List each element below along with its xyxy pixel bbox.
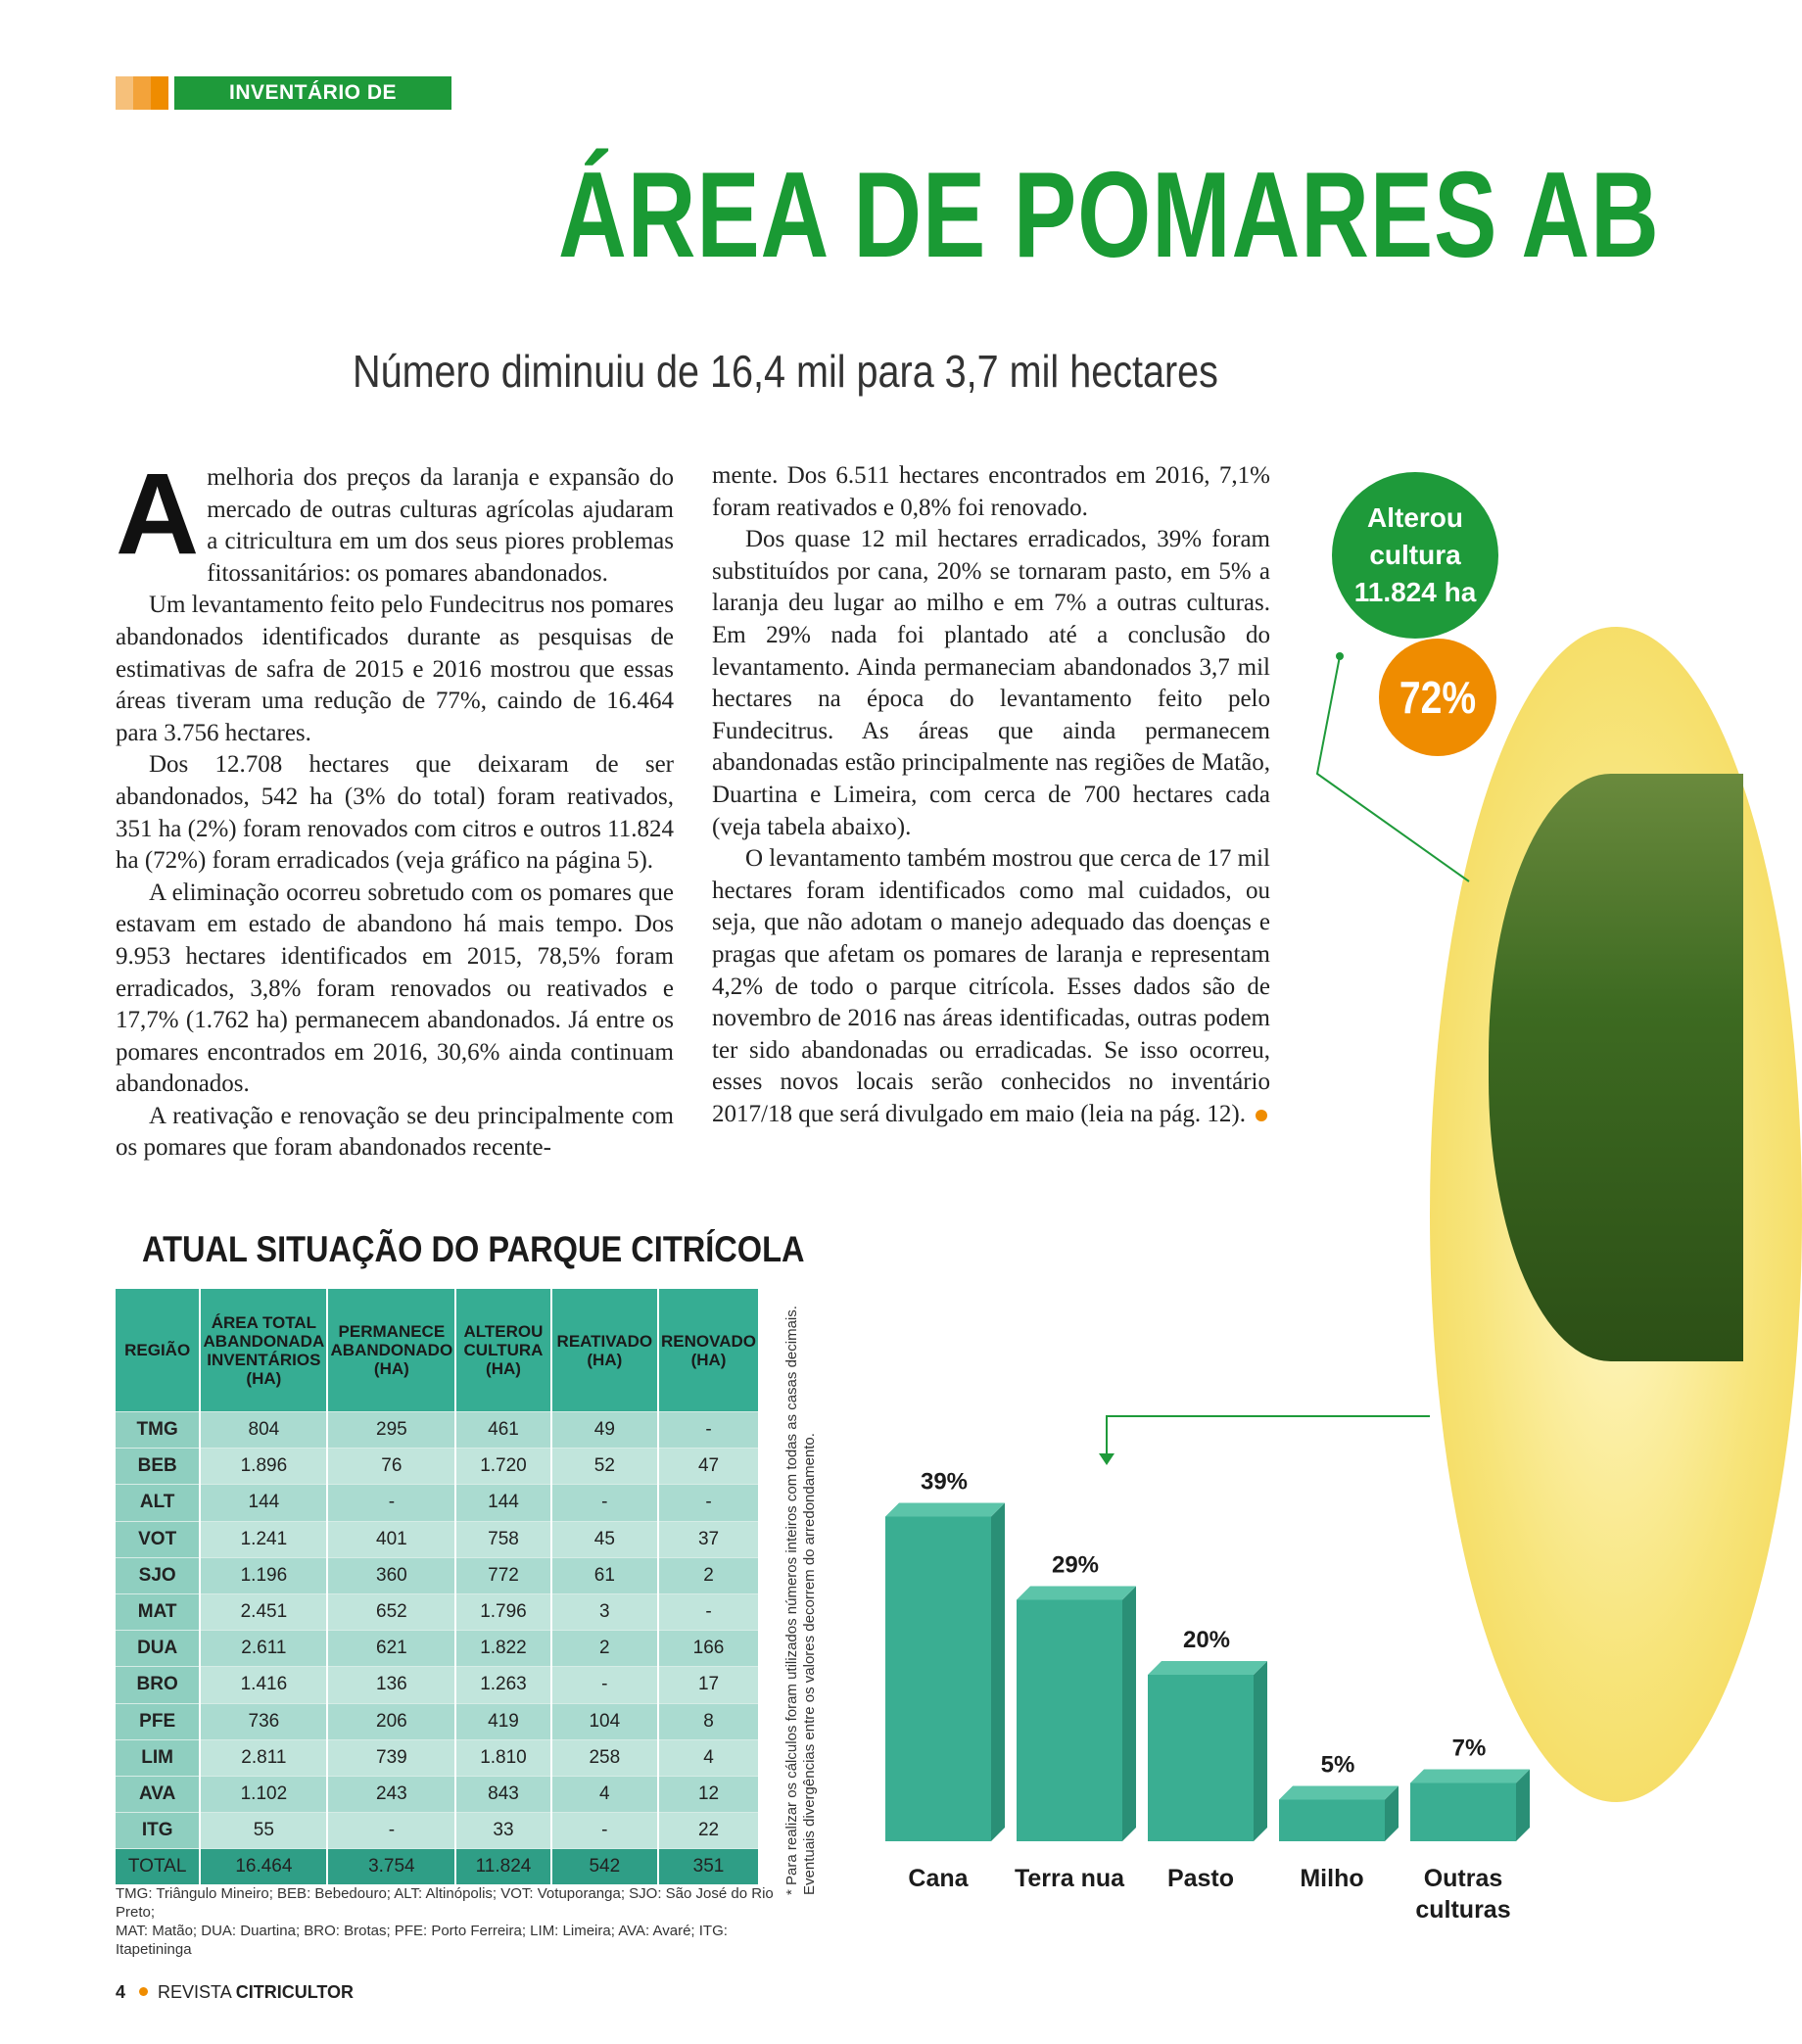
region-cell: LIM xyxy=(116,1739,200,1776)
bar-top xyxy=(1279,1786,1399,1800)
value-cell: 2.811 xyxy=(200,1739,327,1776)
bar-top xyxy=(1148,1661,1267,1675)
value-cell: 621 xyxy=(327,1631,455,1667)
region-cell: DUA xyxy=(116,1631,200,1667)
bar-value-label: 7% xyxy=(1451,1735,1487,1762)
value-cell: - xyxy=(551,1813,658,1849)
altered-culture-bubble xyxy=(1332,472,1498,639)
value-cell: 1.416 xyxy=(200,1667,327,1703)
value-cell: 295 xyxy=(327,1412,455,1449)
value-cell: 2 xyxy=(551,1631,658,1667)
value-cell: - xyxy=(658,1412,758,1449)
region-cell: BRO xyxy=(116,1667,200,1703)
value-cell: 22 xyxy=(658,1813,758,1849)
section-tag: INVENTÁRIO DE ÁRVORES xyxy=(174,76,451,110)
value-cell: 2.451 xyxy=(200,1593,327,1630)
value-cell: 1.263 xyxy=(455,1667,550,1703)
value-cell: 804 xyxy=(200,1412,327,1449)
paragraph: Dos quase 12 mil hectares erradicados, 39% foram substituídos por cana, 20% se tornaram pasto, em 5% a laranja deu lugar ao milho e em 7% a outras culturas. Em 29% nada foi plantado até a conclusão do levantamento. Ainda permaneciam abandonados 3,7 mil hectares na época do levantamento feito pelo Fundecitrus. As áreas que ainda permanecem abandonadas estão principalmente nas regiões de Matão, Duartina e Limeira, com cerca de 700 hectares cada (veja tabela abaixo). xyxy=(712,526,1270,840)
category-label: Terra nua xyxy=(1014,1865,1125,1892)
value-cell: 47 xyxy=(658,1449,758,1485)
table-row xyxy=(116,1485,758,1521)
bullet-icon xyxy=(139,1987,148,1996)
value-cell: 652 xyxy=(327,1593,455,1630)
value-cell: - xyxy=(551,1485,658,1521)
bar-group xyxy=(1015,1552,1136,1893)
bar-chart-svg xyxy=(862,1352,1547,1939)
value-cell: 144 xyxy=(455,1485,550,1521)
paragraph: mente. Dos 6.511 hectares encontrados em 2016, 7,1% foram reativados e 0,8% foi renovado. xyxy=(712,462,1270,521)
region-cell: AVA xyxy=(116,1776,200,1812)
paragraph: A eliminação ocorreu sobretudo com os pomares que estavam em estado de abandono há mais tempo. Dos 9.953 hectares identificados em 2015, 78,5% foram erradicados, 3,8% foram renovados ou reativados e 17,7% (1.762 ha) permanecem abandonados. Já entre os pomares encontrados em 2016, 30,6% ainda continuam abandonados. xyxy=(116,879,674,1098)
bar xyxy=(1148,1675,1254,1841)
abbreviation-legend xyxy=(116,1884,801,1959)
value-cell: - xyxy=(658,1485,758,1521)
table-row xyxy=(116,1667,758,1703)
value-cell: 12 xyxy=(658,1776,758,1812)
value-cell: 739 xyxy=(327,1739,455,1776)
value-cell: 1.810 xyxy=(455,1739,550,1776)
region-cell: TOTAL xyxy=(116,1849,200,1885)
value-cell: 351 xyxy=(658,1849,758,1885)
page-footer xyxy=(116,1982,354,2003)
value-cell: 2 xyxy=(658,1557,758,1593)
subtitle: Número diminuiu de 16,4 mil para 3,7 mil hectares xyxy=(353,346,1218,397)
table-row xyxy=(116,1449,758,1485)
bar-group xyxy=(1279,1752,1399,1893)
column-header: RENOVADO (HA) xyxy=(658,1289,758,1412)
legend-line: MAT: Matão; DUA: Duartina; BRO: Brotas; PFE: Porto Ferreira; LIM: Limeira; AVA: Avaré; ITG: Itapetininga xyxy=(116,1923,728,1958)
bubble-line: Alterou xyxy=(1367,502,1463,533)
value-cell: 1.102 xyxy=(200,1776,327,1812)
page-number: 4 xyxy=(116,1982,126,2002)
value-cell: 166 xyxy=(658,1631,758,1667)
note-line: * Para realizar os cálculos foram utilizados números inteiros com todas as casas decimais. xyxy=(783,1306,800,1895)
note-line: Eventuais divergências entre os valores decorrem do arredondamento. xyxy=(801,1433,818,1895)
table-total-row xyxy=(116,1849,758,1885)
bar-value-label: 5% xyxy=(1320,1751,1355,1779)
value-cell: 1.720 xyxy=(455,1449,550,1485)
value-cell: - xyxy=(327,1813,455,1849)
bar-chart xyxy=(862,1352,1547,1939)
value-cell: 76 xyxy=(327,1449,455,1485)
category-label: Milho xyxy=(1300,1865,1364,1892)
value-cell: 461 xyxy=(455,1412,550,1449)
percent-value: 72% xyxy=(1399,672,1477,723)
bar-top xyxy=(885,1503,1005,1517)
bar xyxy=(1017,1600,1122,1842)
value-cell: 61 xyxy=(551,1557,658,1593)
column-header: REATIVADO (HA) xyxy=(551,1289,658,1412)
value-cell: 1.822 xyxy=(455,1631,550,1667)
rounding-note xyxy=(783,1288,823,1895)
value-cell: 4 xyxy=(551,1776,658,1812)
bar-value-label: 29% xyxy=(1051,1551,1100,1579)
bar-side xyxy=(1254,1661,1267,1841)
table-body xyxy=(116,1412,758,1885)
value-cell: 136 xyxy=(327,1667,455,1703)
column-header: REGIÃO xyxy=(116,1289,200,1412)
value-cell: 1.796 xyxy=(455,1593,550,1630)
value-cell: 104 xyxy=(551,1703,658,1739)
value-cell: 49 xyxy=(551,1412,658,1449)
paragraph: Um levantamento feito pelo Fundecitrus nos pomares abandonados identificados durante as pesquisas de estimativas de safra de 2015 e 2016 mostrou que essas áreas tiveram uma redução de 77%, caindo de 16.464 para 3.756 hectares. xyxy=(116,592,674,746)
value-cell: 206 xyxy=(327,1703,455,1739)
value-cell: 401 xyxy=(327,1521,455,1557)
value-cell: 419 xyxy=(455,1703,550,1739)
value-cell: 1.896 xyxy=(200,1449,327,1485)
region-cell: PFE xyxy=(116,1703,200,1739)
column-header: ÁREA TOTAL ABANDONADA INVENTÁRIOS (HA) xyxy=(200,1289,327,1412)
table-title: ATUAL SITUAÇÃO DO PARQUE CITRÍCOLA xyxy=(142,1229,805,1269)
table-row xyxy=(116,1521,758,1557)
value-cell: - xyxy=(327,1485,455,1521)
table-row xyxy=(116,1557,758,1593)
value-cell: 1.241 xyxy=(200,1521,327,1557)
value-cell: 33 xyxy=(455,1813,550,1849)
bar-side xyxy=(1122,1587,1136,1842)
value-cell: 772 xyxy=(455,1557,550,1593)
region-cell: MAT xyxy=(116,1593,200,1630)
table-row xyxy=(116,1813,758,1849)
table-row xyxy=(116,1739,758,1776)
region-cell: SJO xyxy=(116,1557,200,1593)
value-cell: 736 xyxy=(200,1703,327,1739)
magazine-name: CITRICULTOR xyxy=(235,1982,355,2002)
table-row xyxy=(116,1593,758,1630)
region-cell: BEB xyxy=(116,1449,200,1485)
category-label: Cana xyxy=(908,1865,969,1892)
category-label: Outras xyxy=(1423,1865,1503,1892)
dropcap: A xyxy=(116,450,200,579)
region-cell: ITG xyxy=(116,1813,200,1849)
bar-group xyxy=(1410,1735,1530,1925)
value-cell: 243 xyxy=(327,1776,455,1812)
bar-group xyxy=(885,1469,1005,1893)
table-row xyxy=(116,1703,758,1739)
legend-line: TMG: Triângulo Mineiro; BEB: Bebedouro; ALT: Altinópolis; VOT: Votuporanga; SJO: São José do Rio Preto; xyxy=(116,1885,774,1921)
bar-top xyxy=(1017,1587,1136,1600)
bar xyxy=(885,1517,991,1842)
bar-side xyxy=(991,1503,1005,1842)
bar-top xyxy=(1410,1770,1530,1783)
value-cell: 258 xyxy=(551,1739,658,1776)
value-cell: 4 xyxy=(658,1739,758,1776)
rounding-note-text xyxy=(783,1288,819,1895)
value-cell: 144 xyxy=(200,1485,327,1521)
value-cell: 16.464 xyxy=(200,1849,327,1885)
column-header: ALTEROU CULTURA (HA) xyxy=(455,1289,550,1412)
value-cell: 758 xyxy=(455,1521,550,1557)
value-cell: 52 xyxy=(551,1449,658,1485)
category-label: Pasto xyxy=(1166,1865,1235,1892)
magazine-prefix: REVISTA xyxy=(158,1982,231,2002)
value-cell: 37 xyxy=(658,1521,758,1557)
value-cell: 45 xyxy=(551,1521,658,1557)
paragraph: A reativação e renovação se deu principalmente com os pomares que foram abandonados recente- xyxy=(116,1102,674,1162)
value-cell: 3 xyxy=(551,1593,658,1630)
region-cell: TMG xyxy=(116,1412,200,1449)
value-cell: 1.196 xyxy=(200,1557,327,1593)
table-row xyxy=(116,1631,758,1667)
bar-group xyxy=(1148,1627,1267,1892)
paragraph-text: melhoria dos preços da laranja e expansão do mercado de outras culturas agrícolas ajudaram a citricultura em um dos seus piores problemas fitossanitários: os pomares abandonados. xyxy=(207,464,674,587)
bar-value-label: 39% xyxy=(920,1468,969,1496)
value-cell: - xyxy=(658,1593,758,1630)
bar xyxy=(1279,1800,1385,1842)
paragraph-text: O levantamento também mostrou que cerca de 17 mil hectares foram identificados como mal cuidados, ou seja, que não adotam o manejo adequado das doenças e pragas que afetam os pomares de laranja e representam 4,2% de todo o parque citrícola. Esses dados são de novembro de 2016 nas áreas identificadas, outras podem ter sido abandonadas ou erradicadas. Se isso ocorreu, esses novos locais serão conhecidos no inventário 2017/18 que será divulgado em maio (leia na pág. 12). xyxy=(712,845,1270,1127)
percent-circle xyxy=(1379,639,1496,756)
category-label: culturas xyxy=(1415,1896,1511,1924)
bubble-line: cultura xyxy=(1369,540,1461,570)
bar-value-label: 20% xyxy=(1182,1627,1231,1653)
value-cell: 843 xyxy=(455,1776,550,1812)
table-header-row xyxy=(116,1289,758,1412)
value-cell: 3.754 xyxy=(327,1849,455,1885)
value-cell: 542 xyxy=(551,1849,658,1885)
value-cell: 8 xyxy=(658,1703,758,1739)
region-cell: VOT xyxy=(116,1521,200,1557)
table-row xyxy=(116,1412,758,1449)
value-cell: 55 xyxy=(200,1813,327,1849)
table-row xyxy=(116,1776,758,1812)
connector-dot xyxy=(1336,652,1344,660)
value-cell: 11.824 xyxy=(455,1849,550,1885)
value-cell: 360 xyxy=(327,1557,455,1593)
column-header: PERMANECE ABANDONADO (HA) xyxy=(327,1289,455,1412)
regions-table xyxy=(116,1289,758,1884)
paragraph: Dos 12.708 hectares que deixaram de ser abandonados, 542 ha (3% do total) foram reativados, 351 ha (2%) foram renovados com citros e outros 11.824 ha (72%) foram erradicados (veja gráfico na página 5). xyxy=(116,751,674,875)
value-cell: - xyxy=(551,1667,658,1703)
value-cell: 17 xyxy=(658,1667,758,1703)
headline: ÁREA DE POMARES AB xyxy=(558,148,1660,283)
bar xyxy=(1410,1783,1516,1842)
value-cell: 2.611 xyxy=(200,1631,327,1667)
bubble-line: 11.824 ha xyxy=(1353,577,1477,607)
region-cell: ALT xyxy=(116,1485,200,1521)
